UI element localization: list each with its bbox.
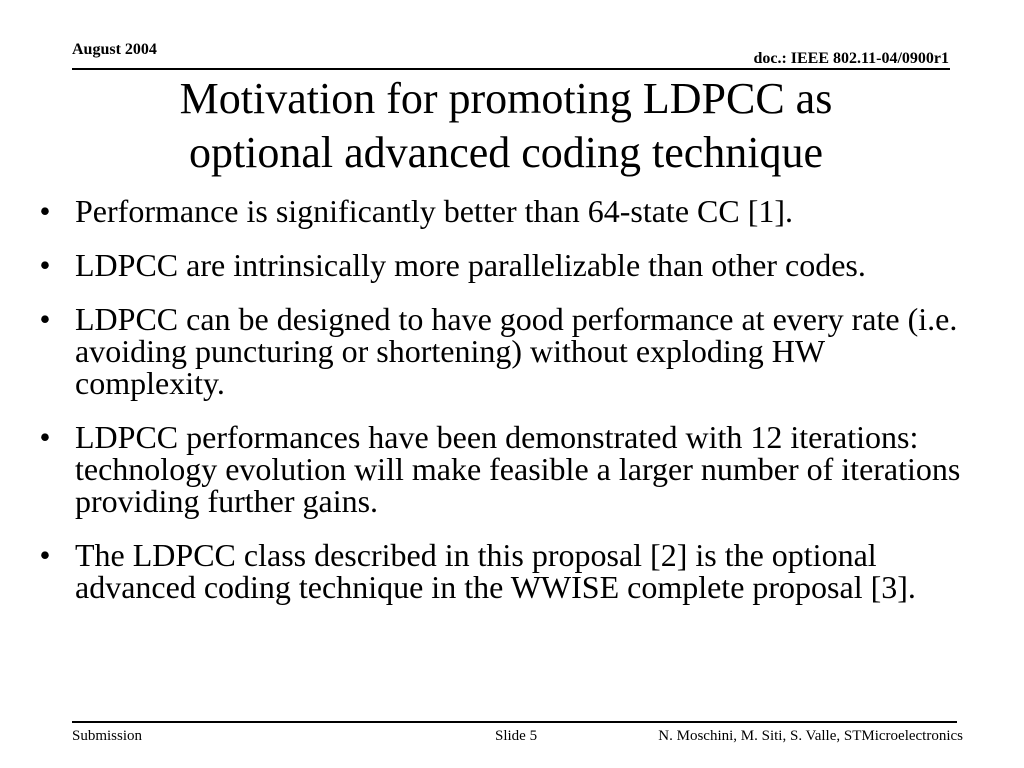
- footer-authors: N. Moschini, M. Siti, S. Valle, STMicroelectronics: [658, 728, 963, 744]
- bullet-list: [30, 195, 965, 625]
- bullet-text: The LDPCC class described in this proposal [2] is the optional advanced coding technique in the WWISE complete proposal [3].: [75, 537, 916, 605]
- bullet-icon: •: [39, 537, 51, 573]
- bullet-text: LDPCC are intrinsically more parallelizable than other codes.: [75, 247, 866, 283]
- bullet-icon: •: [39, 419, 51, 455]
- slide-title: [60, 72, 952, 180]
- bullet-icon: •: [39, 301, 51, 337]
- footer-slide-number: Slide 5: [495, 728, 538, 744]
- header-doc-id: doc.: IEEE 802.11-04/0900r1: [753, 50, 949, 67]
- header-divider: [72, 68, 950, 70]
- bullet-item: [30, 539, 965, 603]
- slide-title-line-2: optional advanced coding technique: [188, 128, 824, 177]
- bullet-item: [30, 195, 965, 227]
- slide-title-line-1: Motivation for promoting LDPCC as: [179, 74, 833, 123]
- bullet-icon: •: [39, 247, 51, 283]
- bullet-text: Performance is significantly better than 64-state CC [1].: [75, 193, 794, 229]
- bullet-item: [30, 249, 965, 281]
- bullet-text: LDPCC can be designed to have good performance at every rate (i.e. avoiding puncturing or shortening) without exploding HW complexity.: [75, 301, 958, 401]
- footer-submission: Submission: [72, 728, 143, 744]
- bullet-item: [30, 303, 965, 399]
- bullet-text: LDPCC performances have been demonstrated with 12 iterations: technology evolution will make feasible a larger number of iterations providing further gains.: [75, 419, 961, 519]
- bullet-item: [30, 421, 965, 517]
- header-date: August 2004: [72, 41, 157, 58]
- footer-divider: [72, 721, 957, 723]
- bullet-icon: •: [39, 193, 51, 229]
